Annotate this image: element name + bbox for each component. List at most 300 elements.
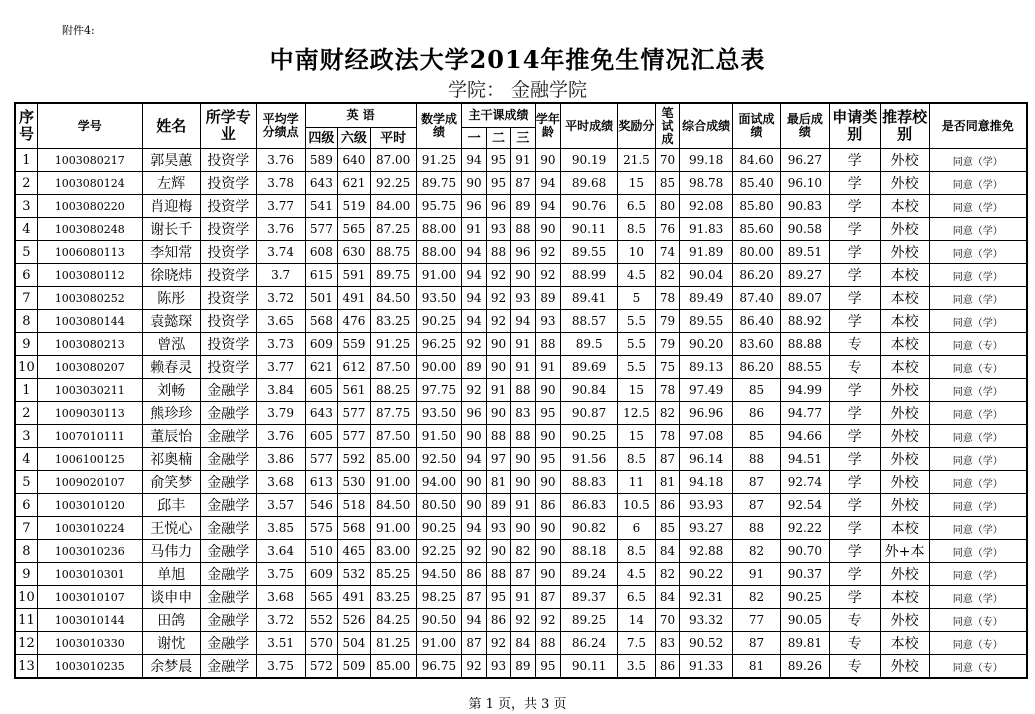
cell-core-2: 93 xyxy=(486,655,510,679)
cell-core-3: 89 xyxy=(511,655,535,679)
cell-seq: 1 xyxy=(15,149,37,172)
cell-gpa: 3.7 xyxy=(256,264,305,287)
cell-cet6: 476 xyxy=(338,310,371,333)
cell-age: 87 xyxy=(535,586,560,609)
cell-gpa: 3.84 xyxy=(256,379,305,402)
cell-agree: 同意（学） xyxy=(929,586,1027,609)
cell-final: 89.81 xyxy=(780,632,829,655)
cell-interview: 80.00 xyxy=(733,241,781,264)
cell-age: 95 xyxy=(535,655,560,679)
cell-usual-score: 89.24 xyxy=(561,563,618,586)
cell-cet6: 532 xyxy=(338,563,371,586)
cell-cet6: 568 xyxy=(338,517,371,540)
cell-english-usual: 89.75 xyxy=(370,264,416,287)
cell-cet6: 491 xyxy=(338,586,371,609)
cell-apply-type: 学 xyxy=(829,172,880,195)
cell-final: 90.58 xyxy=(780,218,829,241)
cell-cet6: 612 xyxy=(338,356,371,379)
cell-major: 投资学 xyxy=(200,356,256,379)
cell-math: 93.50 xyxy=(416,287,462,310)
cell-cet6: 565 xyxy=(338,218,371,241)
cell-name: 马伟力 xyxy=(142,540,200,563)
cell-major: 投资学 xyxy=(200,218,256,241)
cell-final: 88.55 xyxy=(780,356,829,379)
cell-seq: 4 xyxy=(15,448,37,471)
table-row xyxy=(15,402,1027,425)
cell-seq: 7 xyxy=(15,517,37,540)
cell-agree: 同意（学） xyxy=(929,563,1027,586)
cell-agree: 同意（学） xyxy=(929,241,1027,264)
table-row xyxy=(15,517,1027,540)
cell-core-3: 91 xyxy=(511,586,535,609)
cell-cet6: 561 xyxy=(338,379,371,402)
cell-cet4: 621 xyxy=(305,356,338,379)
header-core-1: 一 xyxy=(462,128,486,149)
cell-core-1: 92 xyxy=(462,655,486,679)
cell-apply-type: 学 xyxy=(829,195,880,218)
cell-age: 88 xyxy=(535,333,560,356)
cell-name: 刘畅 xyxy=(142,379,200,402)
cell-math: 89.75 xyxy=(416,172,462,195)
cell-gpa: 3.68 xyxy=(256,471,305,494)
header-student-id: 学号 xyxy=(37,103,142,149)
cell-agree: 同意（专） xyxy=(929,655,1027,679)
cell-core-1: 96 xyxy=(462,402,486,425)
cell-cet4: 577 xyxy=(305,218,338,241)
cell-major: 金融学 xyxy=(200,494,256,517)
cell-interview: 87 xyxy=(733,471,781,494)
cell-age: 93 xyxy=(535,310,560,333)
cell-math: 88.00 xyxy=(416,241,462,264)
cell-gpa: 3.68 xyxy=(256,586,305,609)
cell-name: 郭昊蕙 xyxy=(142,149,200,172)
cell-usual-score: 90.82 xyxy=(561,517,618,540)
cell-name: 李知常 xyxy=(142,241,200,264)
college-subtitle: 学院： 金融学院 xyxy=(447,79,588,101)
cell-usual-score: 90.87 xyxy=(561,402,618,425)
cell-interview: 91 xyxy=(733,563,781,586)
cell-usual-score: 88.18 xyxy=(561,540,618,563)
cell-usual-score: 90.11 xyxy=(561,218,618,241)
cell-recommend-school: 外校 xyxy=(880,379,929,402)
cell-award: 3.5 xyxy=(618,655,656,679)
cell-composite: 91.89 xyxy=(680,241,733,264)
cell-seq: 6 xyxy=(15,264,37,287)
cell-cet4: 546 xyxy=(305,494,338,517)
cell-final: 96.10 xyxy=(780,172,829,195)
cell-composite: 91.83 xyxy=(680,218,733,241)
cell-award: 12.5 xyxy=(618,402,656,425)
cell-seq: 2 xyxy=(15,402,37,425)
cell-core-1: 94 xyxy=(462,241,486,264)
cell-final: 90.83 xyxy=(780,195,829,218)
cell-english-usual: 84.50 xyxy=(370,287,416,310)
cell-core-2: 90 xyxy=(486,402,510,425)
cell-written: 82 xyxy=(655,563,679,586)
table-row xyxy=(15,586,1027,609)
cell-student-id: 1003080252 xyxy=(37,287,142,310)
table-row xyxy=(15,241,1027,264)
cell-recommend-school: 本校 xyxy=(880,264,929,287)
cell-major: 投资学 xyxy=(200,264,256,287)
cell-recommend-school: 外校 xyxy=(880,563,929,586)
header-cet4: 四级 xyxy=(305,128,338,149)
cell-final: 94.66 xyxy=(780,425,829,448)
cell-core-3: 84 xyxy=(511,632,535,655)
cell-apply-type: 学 xyxy=(829,425,880,448)
cell-seq: 1 xyxy=(15,379,37,402)
cell-core-3: 89 xyxy=(511,195,535,218)
cell-gpa: 3.76 xyxy=(256,149,305,172)
cell-award: 8.5 xyxy=(618,540,656,563)
header-interview: 面试成绩 xyxy=(733,103,781,149)
cell-award: 8.5 xyxy=(618,218,656,241)
cell-recommend-school: 外校 xyxy=(880,402,929,425)
cell-agree: 同意（学） xyxy=(929,402,1027,425)
cell-cet4: 577 xyxy=(305,448,338,471)
cell-seq: 6 xyxy=(15,494,37,517)
table-row xyxy=(15,494,1027,517)
cell-apply-type: 学 xyxy=(829,448,880,471)
cell-apply-type: 学 xyxy=(829,586,880,609)
cell-student-id: 1007010111 xyxy=(37,425,142,448)
cell-major: 金融学 xyxy=(200,632,256,655)
cell-usual-score: 89.69 xyxy=(561,356,618,379)
cell-cet6: 577 xyxy=(338,425,371,448)
header-core-2: 二 xyxy=(486,128,510,149)
cell-cet6: 577 xyxy=(338,402,371,425)
cell-interview: 86 xyxy=(733,402,781,425)
cell-major: 金融学 xyxy=(200,655,256,679)
table-row xyxy=(15,149,1027,172)
cell-cet4: 501 xyxy=(305,287,338,310)
cell-core-2: 92 xyxy=(486,264,510,287)
cell-usual-score: 89.25 xyxy=(561,609,618,632)
cell-gpa: 3.86 xyxy=(256,448,305,471)
cell-age: 90 xyxy=(535,218,560,241)
cell-award: 15 xyxy=(618,172,656,195)
cell-seq: 12 xyxy=(15,632,37,655)
cell-recommend-school: 外校 xyxy=(880,609,929,632)
cell-usual-score: 86.83 xyxy=(561,494,618,517)
cell-apply-type: 学 xyxy=(829,563,880,586)
cell-core-3: 87 xyxy=(511,172,535,195)
cell-major: 投资学 xyxy=(200,241,256,264)
cell-cet4: 575 xyxy=(305,517,338,540)
header-major: 所学专业 xyxy=(200,103,256,149)
cell-student-id: 1003080124 xyxy=(37,172,142,195)
cell-name: 邱丰 xyxy=(142,494,200,517)
cell-usual-score: 91.56 xyxy=(561,448,618,471)
cell-student-id: 1003080248 xyxy=(37,218,142,241)
cell-written: 79 xyxy=(655,333,679,356)
cell-major: 投资学 xyxy=(200,149,256,172)
header-agree: 是否同意推免 xyxy=(929,103,1027,149)
cell-final: 89.07 xyxy=(780,287,829,310)
cell-agree: 同意（学） xyxy=(929,172,1027,195)
cell-recommend-school: 外校 xyxy=(880,655,929,679)
cell-apply-type: 学 xyxy=(829,471,880,494)
cell-written: 75 xyxy=(655,356,679,379)
cell-math: 97.75 xyxy=(416,379,462,402)
cell-math: 91.25 xyxy=(416,149,462,172)
cell-cet6: 591 xyxy=(338,264,371,287)
cell-math: 80.50 xyxy=(416,494,462,517)
cell-student-id: 1003080213 xyxy=(37,333,142,356)
cell-apply-type: 学 xyxy=(829,287,880,310)
cell-final: 94.99 xyxy=(780,379,829,402)
cell-core-3: 87 xyxy=(511,563,535,586)
cell-major: 金融学 xyxy=(200,586,256,609)
cell-gpa: 3.51 xyxy=(256,632,305,655)
cell-composite: 93.32 xyxy=(680,609,733,632)
cell-english-usual: 84.50 xyxy=(370,494,416,517)
cell-agree: 同意（学） xyxy=(929,287,1027,310)
cell-core-1: 90 xyxy=(462,494,486,517)
table-row xyxy=(15,264,1027,287)
header-english-usual: 平时 xyxy=(370,128,416,149)
cell-recommend-school: 外校 xyxy=(880,172,929,195)
cell-composite: 97.08 xyxy=(680,425,733,448)
cell-interview: 85.40 xyxy=(733,172,781,195)
cell-math: 92.50 xyxy=(416,448,462,471)
cell-apply-type: 学 xyxy=(829,241,880,264)
cell-apply-type: 专 xyxy=(829,609,880,632)
cell-english-usual: 92.25 xyxy=(370,172,416,195)
cell-english-usual: 84.00 xyxy=(370,195,416,218)
cell-recommend-school: 本校 xyxy=(880,195,929,218)
cell-core-1: 90 xyxy=(462,425,486,448)
cell-apply-type: 学 xyxy=(829,540,880,563)
cell-gpa: 3.73 xyxy=(256,333,305,356)
cell-english-usual: 83.00 xyxy=(370,540,416,563)
cell-core-1: 94 xyxy=(462,310,486,333)
cell-composite: 98.78 xyxy=(680,172,733,195)
cell-agree: 同意（专） xyxy=(929,333,1027,356)
cell-usual-score: 89.68 xyxy=(561,172,618,195)
cell-cet6: 526 xyxy=(338,609,371,632)
cell-composite: 89.55 xyxy=(680,310,733,333)
cell-student-id: 1003010236 xyxy=(37,540,142,563)
cell-written: 84 xyxy=(655,540,679,563)
header-gpa: 平均学分绩点 xyxy=(256,103,305,149)
table-row xyxy=(15,540,1027,563)
cell-gpa: 3.72 xyxy=(256,609,305,632)
cell-cet4: 510 xyxy=(305,540,338,563)
cell-core-1: 94 xyxy=(462,287,486,310)
cell-core-2: 97 xyxy=(486,448,510,471)
cell-interview: 85.60 xyxy=(733,218,781,241)
cell-core-3: 94 xyxy=(511,310,535,333)
cell-name: 徐晓炜 xyxy=(142,264,200,287)
cell-agree: 同意（学） xyxy=(929,218,1027,241)
cell-composite: 93.27 xyxy=(680,517,733,540)
cell-core-3: 91 xyxy=(511,149,535,172)
header-composite: 综合成绩 xyxy=(680,103,733,149)
cell-core-3: 93 xyxy=(511,287,535,310)
cell-apply-type: 专 xyxy=(829,655,880,679)
cell-agree: 同意（专） xyxy=(929,632,1027,655)
table-row xyxy=(15,195,1027,218)
cell-name: 谢忱 xyxy=(142,632,200,655)
header-age: 学年龄 xyxy=(535,103,560,149)
cell-composite: 90.20 xyxy=(680,333,733,356)
cell-english-usual: 87.25 xyxy=(370,218,416,241)
cell-age: 89 xyxy=(535,287,560,310)
cell-composite: 90.22 xyxy=(680,563,733,586)
cell-major: 金融学 xyxy=(200,609,256,632)
cell-usual-score: 89.5 xyxy=(561,333,618,356)
cell-math: 98.25 xyxy=(416,586,462,609)
cell-cet4: 613 xyxy=(305,471,338,494)
cell-cet4: 609 xyxy=(305,333,338,356)
cell-age: 92 xyxy=(535,241,560,264)
cell-cet6: 592 xyxy=(338,448,371,471)
cell-written: 78 xyxy=(655,287,679,310)
cell-agree: 同意（专） xyxy=(929,356,1027,379)
cell-written: 74 xyxy=(655,241,679,264)
cell-recommend-school: 外校 xyxy=(880,149,929,172)
summary-table xyxy=(14,102,1028,679)
cell-award: 5.5 xyxy=(618,356,656,379)
cell-math: 96.75 xyxy=(416,655,462,679)
cell-recommend-school: 外校 xyxy=(880,471,929,494)
cell-core-2: 90 xyxy=(486,333,510,356)
cell-award: 10.5 xyxy=(618,494,656,517)
cell-age: 91 xyxy=(535,356,560,379)
cell-final: 94.77 xyxy=(780,402,829,425)
cell-core-2: 95 xyxy=(486,172,510,195)
cell-written: 70 xyxy=(655,609,679,632)
cell-agree: 同意（学） xyxy=(929,264,1027,287)
cell-cet4: 565 xyxy=(305,586,338,609)
cell-name: 俞笑梦 xyxy=(142,471,200,494)
cell-core-3: 91 xyxy=(511,333,535,356)
cell-final: 88.92 xyxy=(780,310,829,333)
cell-written: 82 xyxy=(655,264,679,287)
cell-gpa: 3.75 xyxy=(256,655,305,679)
cell-student-id: 1003010144 xyxy=(37,609,142,632)
cell-math: 94.50 xyxy=(416,563,462,586)
cell-name: 赖春灵 xyxy=(142,356,200,379)
cell-interview: 83.60 xyxy=(733,333,781,356)
cell-recommend-school: 本校 xyxy=(880,632,929,655)
cell-name: 左辉 xyxy=(142,172,200,195)
cell-usual-score: 90.76 xyxy=(561,195,618,218)
cell-major: 投资学 xyxy=(200,310,256,333)
cell-major: 金融学 xyxy=(200,540,256,563)
cell-usual-score: 90.19 xyxy=(561,149,618,172)
cell-apply-type: 学 xyxy=(829,218,880,241)
cell-recommend-school: 本校 xyxy=(880,517,929,540)
cell-cet6: 640 xyxy=(338,149,371,172)
cell-major: 金融学 xyxy=(200,517,256,540)
table-row xyxy=(15,563,1027,586)
header-final: 最后成绩 xyxy=(780,103,829,149)
cell-core-1: 96 xyxy=(462,195,486,218)
cell-final: 92.54 xyxy=(780,494,829,517)
header-name: 姓名 xyxy=(142,103,200,149)
cell-composite: 90.52 xyxy=(680,632,733,655)
cell-agree: 同意（学） xyxy=(929,494,1027,517)
cell-english-usual: 81.25 xyxy=(370,632,416,655)
cell-core-1: 92 xyxy=(462,540,486,563)
header-apply-type: 申请类别 xyxy=(829,103,880,149)
cell-seq: 9 xyxy=(15,333,37,356)
cell-interview: 86.40 xyxy=(733,310,781,333)
cell-core-3: 91 xyxy=(511,356,535,379)
cell-award: 11 xyxy=(618,471,656,494)
cell-math: 88.00 xyxy=(416,218,462,241)
cell-english-usual: 84.25 xyxy=(370,609,416,632)
cell-name: 谈申申 xyxy=(142,586,200,609)
cell-core-3: 83 xyxy=(511,402,535,425)
cell-usual-score: 90.84 xyxy=(561,379,618,402)
cell-gpa: 3.77 xyxy=(256,356,305,379)
cell-core-1: 91 xyxy=(462,218,486,241)
cell-student-id: 1003010301 xyxy=(37,563,142,586)
cell-age: 92 xyxy=(535,609,560,632)
cell-award: 6.5 xyxy=(618,586,656,609)
cell-final: 92.22 xyxy=(780,517,829,540)
cell-seq: 7 xyxy=(15,287,37,310)
cell-major: 金融学 xyxy=(200,425,256,448)
cell-final: 90.37 xyxy=(780,563,829,586)
cell-core-2: 90 xyxy=(486,540,510,563)
cell-usual-score: 88.99 xyxy=(561,264,618,287)
cell-core-3: 91 xyxy=(511,494,535,517)
cell-written: 86 xyxy=(655,655,679,679)
cell-major: 投资学 xyxy=(200,195,256,218)
cell-final: 88.88 xyxy=(780,333,829,356)
cell-agree: 同意（学） xyxy=(929,195,1027,218)
cell-student-id: 1006080113 xyxy=(37,241,142,264)
table-row xyxy=(15,310,1027,333)
attachment-label: 附件4: xyxy=(62,24,95,37)
cell-seq: 5 xyxy=(15,471,37,494)
cell-age: 95 xyxy=(535,448,560,471)
cell-gpa: 3.74 xyxy=(256,241,305,264)
cell-student-id: 1003080220 xyxy=(37,195,142,218)
cell-name: 陈彤 xyxy=(142,287,200,310)
cell-core-3: 88 xyxy=(511,379,535,402)
cell-apply-type: 学 xyxy=(829,494,880,517)
cell-core-1: 86 xyxy=(462,563,486,586)
cell-final: 94.51 xyxy=(780,448,829,471)
cell-core-1: 94 xyxy=(462,609,486,632)
cell-cet4: 605 xyxy=(305,425,338,448)
cell-core-2: 81 xyxy=(486,471,510,494)
cell-name: 单旭 xyxy=(142,563,200,586)
cell-apply-type: 专 xyxy=(829,333,880,356)
cell-recommend-school: 外校 xyxy=(880,448,929,471)
cell-usual-score: 89.41 xyxy=(561,287,618,310)
cell-student-id: 1003010120 xyxy=(37,494,142,517)
cell-student-id: 1003010224 xyxy=(37,517,142,540)
table-row xyxy=(15,333,1027,356)
header-seq: 序号 xyxy=(15,103,37,149)
cell-written: 86 xyxy=(655,494,679,517)
cell-usual-score: 90.25 xyxy=(561,425,618,448)
cell-core-1: 94 xyxy=(462,149,486,172)
cell-award: 5.5 xyxy=(618,333,656,356)
cell-english-usual: 87.50 xyxy=(370,356,416,379)
cell-recommend-school: 外校 xyxy=(880,494,929,517)
cell-name: 余梦晨 xyxy=(142,655,200,679)
cell-apply-type: 学 xyxy=(829,402,880,425)
cell-interview: 85 xyxy=(733,425,781,448)
cell-composite: 97.49 xyxy=(680,379,733,402)
